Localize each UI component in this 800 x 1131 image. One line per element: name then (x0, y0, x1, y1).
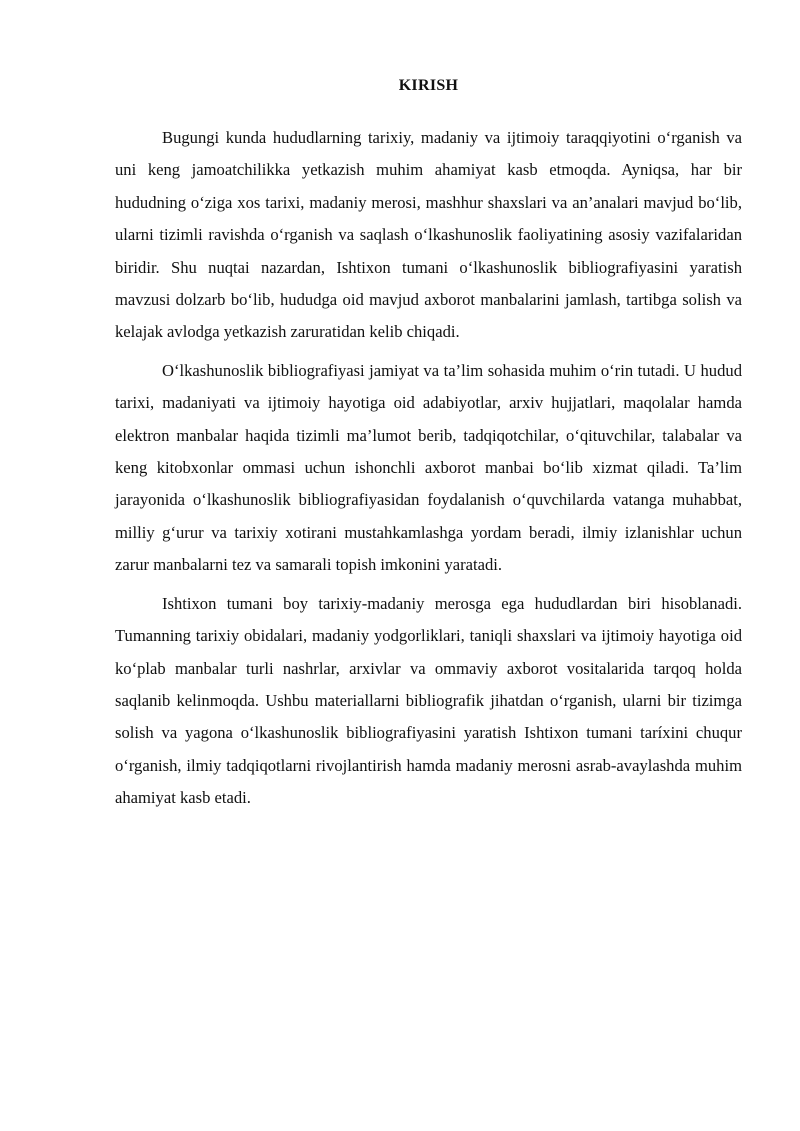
paragraph-3: Ishtixon tumani boy tarixiy-madaniy merosga ega hududlardan biri hisoblanadi. Tumanning tarixiy obidalari, madaniy yodgorliklari, taniqli shaxslari va ijtimoiy hayotiga oid ko‘plab manbalar turli nashrlar, arxivlar va ommaviy axborot vositalarida tarqoq holda saqlanib kelinmoqda. Ushbu materiallarni bibliografik jihatdan o‘rganish, ularni bir tizimga solish va yagona o‘lkashunoslik bibliografiyasini yaratish Ishtixon tumani taríxini chuqur o‘rganish, ilmiy tadqiqotlarni rivojlantirish hamda madaniy merosni asrab-avaylashda muhim ahamiyat kasb etadi. (115, 593, 742, 808)
page-title: KIRISH (398, 77, 459, 94)
paragraph-1: Bugungi kunda hududlarning tarixiy, madaniy va ijtimoiy taraqqiyotini o‘rganish va uni keng jamoatchilikka yetkazish muhim ahamiyat kasb etmoqda. Ayniqsa, har bir hududning o‘ziga xos tarixi, madaniy merosi, mashhur shaxslari va an’analari mavjud bo‘lib, ularni tizimli ravishda o‘rganish va saqlash o‘lkashunoslik faoliyatining asosiy vazifalaridan biridir. Shu nuqtai nazardan, Ishtixon tumani o‘lkashunoslik bibliografiyasini yaratish mavzusi dolzarb bo‘lib, hududga oid mavjud axborot manbalarini jamlash, tartibga solish va kelajak avlodga yetkazish zaruratidan kelib chiqadi. (115, 128, 742, 342)
paragraph-2: O‘lkashunoslik bibliografiyasi jamiyat va ta’lim sohasida muhim o‘rin tutadi. U hudud tarixi, madaniyati va ijtimoiy hayotiga oid adabiyotlar, arxiv hujjatlari, maqolalar hamda elektron manbalar haqida tizimli ma’lumot berib, tadqiqotchilar, o‘qituvchilar, talabalar va keng kitobxonlar ommasi uchun ishonchli axborot manbai bo‘lib xizmat qiladi. Ta’lim jarayonida o‘lkashunoslik bibliografiyasidan foydalanish o‘quvchilarda vatanga muhabbat, milliy g‘urur va tarixiy xotirani mustahkamlashga yordam beradi, ilmiy izlanishlar uchun zarur manbalarni tez va samarali topish imkonini yaratadi. (115, 360, 742, 575)
